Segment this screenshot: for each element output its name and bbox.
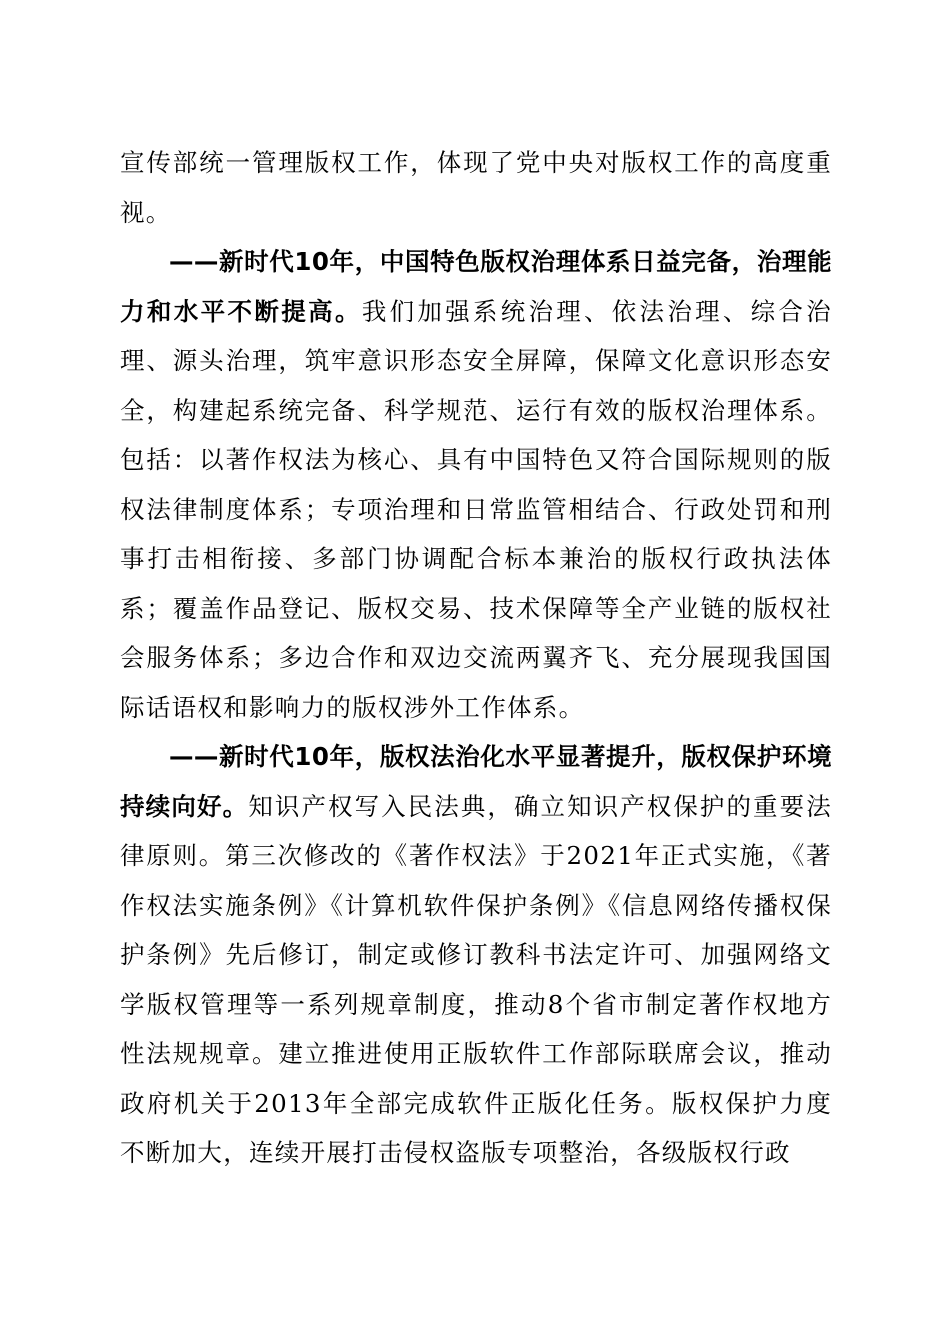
- paragraph-text: 我们加强系统治理、依法治理、综合治理、源头治理，筑牢意识形态安全屏障，保障文化意识形态安全，构建起系统完备、科学规范、运行有效的版权治理体系。包括：以著作权法为核心、具有中国特色又符合国际规则的版权法律制度体系；专项治理和日常监管相结合、行政处罚和刑事打击相衔接、多部门协调配合标本兼治的版权行政执法体系；覆盖作品登记、版权交易、技术保障等全产业链的版权社会服务体系；多边合作和双边交流两翼齐飞、充分展现我国国际话语权和影响力的版权涉外工作体系。: [120, 296, 832, 722]
- paragraph-continued: [120, 138, 832, 237]
- paragraph-governance-system: [120, 237, 832, 732]
- paragraph-lead-heading: ——新时代10年，版权法治化水平显著提升，版权保护环境持续向好。: [120, 742, 832, 821]
- paragraph-text: 知识产权写入民法典，确立知识产权保护的重要法律原则。第三次修改的《著作权法》于2021年正式实施，《著作权法实施条例》《计算机软件保护条例》《信息网络传播权保护条例》先后修订，制定或修订教科书法定许可、加强网络文学版权管理等一系列规章制度，推动8个省市制定著作权地方性法规规章。建立推进使用正版软件工作部际联席会议，推动政府机关于2013年全部完成软件正版化任务。版权保护力度不断加大，连续开展打击侵权盗版专项整治，各级版权行政: [120, 791, 832, 1167]
- paragraph-rule-of-law: [120, 732, 832, 1178]
- paragraph-text: 宣传部统一管理版权工作，体现了党中央对版权工作的高度重视。: [120, 148, 832, 227]
- paragraph-lead-heading: ——新时代10年，中国特色版权治理体系日益完备，治理能力和水平不断提高。: [120, 247, 832, 326]
- document-page: [120, 138, 832, 1178]
